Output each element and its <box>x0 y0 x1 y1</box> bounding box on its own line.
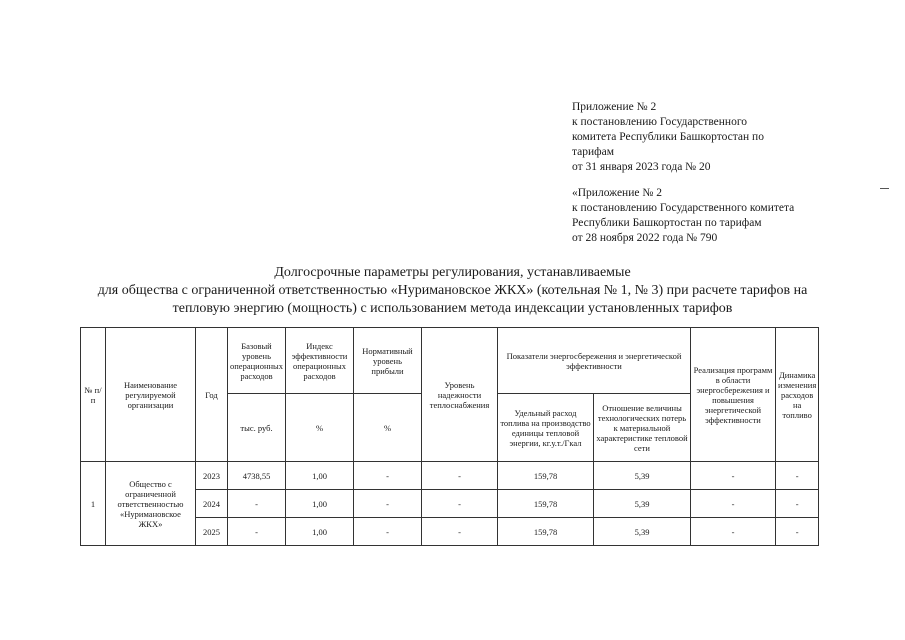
cell-realization: - <box>691 462 776 490</box>
cell-base-opex: 4738,55 <box>228 462 286 490</box>
appendix-line: «Приложение № 2 <box>572 187 662 199</box>
cell-year: 2024 <box>196 490 228 518</box>
cell-realization: - <box>691 518 776 546</box>
cell-specific-fuel: 159,78 <box>498 518 594 546</box>
appendix-line: Республики Башкортостан по тарифам <box>572 217 762 229</box>
title-line: Долгосрочные параметры регулирования, устанавливаемые <box>274 265 631 280</box>
margin-mark <box>880 188 889 189</box>
header-organization: Наименование регулируемой организации <box>106 328 196 462</box>
header-energy-efficiency: Показатели энергосбережения и энергетической эффективности <box>498 328 691 394</box>
cell-fuel-dynamics: - <box>776 490 819 518</box>
cell-fuel-dynamics: - <box>776 462 819 490</box>
header-fuel-dynamics: Динамика изменения расходов на топливо <box>776 328 819 462</box>
appendix-line: к постановлению Государственного <box>572 116 748 128</box>
appendix-line: к постановлению Государственного комитета <box>572 202 795 214</box>
header-specific-fuel: Удельный расход топлива на производство единицы тепловой энергии, кг.у.т./Гкал <box>498 394 594 462</box>
row-number: 1 <box>81 462 106 546</box>
header-heat-loss: Отношение величины технологических потерь к материальной характеристике тепловой сети <box>594 394 691 462</box>
cell-efficiency-index: 1,00 <box>286 518 354 546</box>
cell-specific-fuel: 159,78 <box>498 462 594 490</box>
cell-specific-fuel: 159,78 <box>498 490 594 518</box>
header-efficiency-index: Индекс эффективности операционных расходов <box>286 328 354 394</box>
header-base-opex: Базовый уровень операционных расходов <box>228 328 286 394</box>
cell-year: 2025 <box>196 518 228 546</box>
organization-name: Общество с ограниченной ответственностью «Нуримановское ЖКХ» <box>106 462 196 546</box>
cell-fuel-dynamics: - <box>776 518 819 546</box>
cell-heat-loss: 5,39 <box>594 462 691 490</box>
title-line: тепловую энергию (мощность) с использованием метода индексации установленных тарифов <box>172 301 733 316</box>
cell-reliability: - <box>422 462 498 490</box>
cell-base-opex: - <box>228 518 286 546</box>
appendix-line: комитета Республики Башкортостан по <box>572 131 764 143</box>
header-year: Год <box>196 328 228 462</box>
header-reliability: Уровень надежности теплоснабжения <box>422 328 498 462</box>
unit-base-opex: тыс. руб. <box>228 394 286 462</box>
appendix-line: тарифам <box>572 146 615 158</box>
header-realization: Реализация программ в области энергосбережения и повышения энергетической эффективности <box>691 328 776 462</box>
cell-reliability: - <box>422 518 498 546</box>
appendix-line: от 28 ноября 2022 года № 790 <box>572 232 718 244</box>
table-row <box>81 462 819 490</box>
cell-efficiency-index: 1,00 <box>286 462 354 490</box>
appendix-line: Приложение № 2 <box>572 101 657 113</box>
title-line: для общества с ограниченной ответственностью «Нуримановское ЖКХ» (котельная № 1, № 3) при расчете тарифов на <box>97 283 808 298</box>
document-title <box>0 264 905 318</box>
appendix-header-previous <box>572 186 794 246</box>
cell-realization: - <box>691 490 776 518</box>
cell-profit-level: - <box>354 490 422 518</box>
cell-heat-loss: 5,39 <box>594 518 691 546</box>
header-profit-level: Нормативный уровень прибыли <box>354 328 422 394</box>
cell-profit-level: - <box>354 462 422 490</box>
cell-profit-level: - <box>354 518 422 546</box>
header-row-number: № п/п <box>81 328 106 462</box>
unit-efficiency-index: % <box>286 394 354 462</box>
unit-profit-level: % <box>354 394 422 462</box>
appendix-line: от 31 января 2023 года № 20 <box>572 161 711 173</box>
cell-year: 2023 <box>196 462 228 490</box>
cell-efficiency-index: 1,00 <box>286 490 354 518</box>
cell-reliability: - <box>422 490 498 518</box>
cell-heat-loss: 5,39 <box>594 490 691 518</box>
cell-base-opex: - <box>228 490 286 518</box>
appendix-header-current <box>572 100 764 175</box>
parameters-table <box>80 327 819 546</box>
